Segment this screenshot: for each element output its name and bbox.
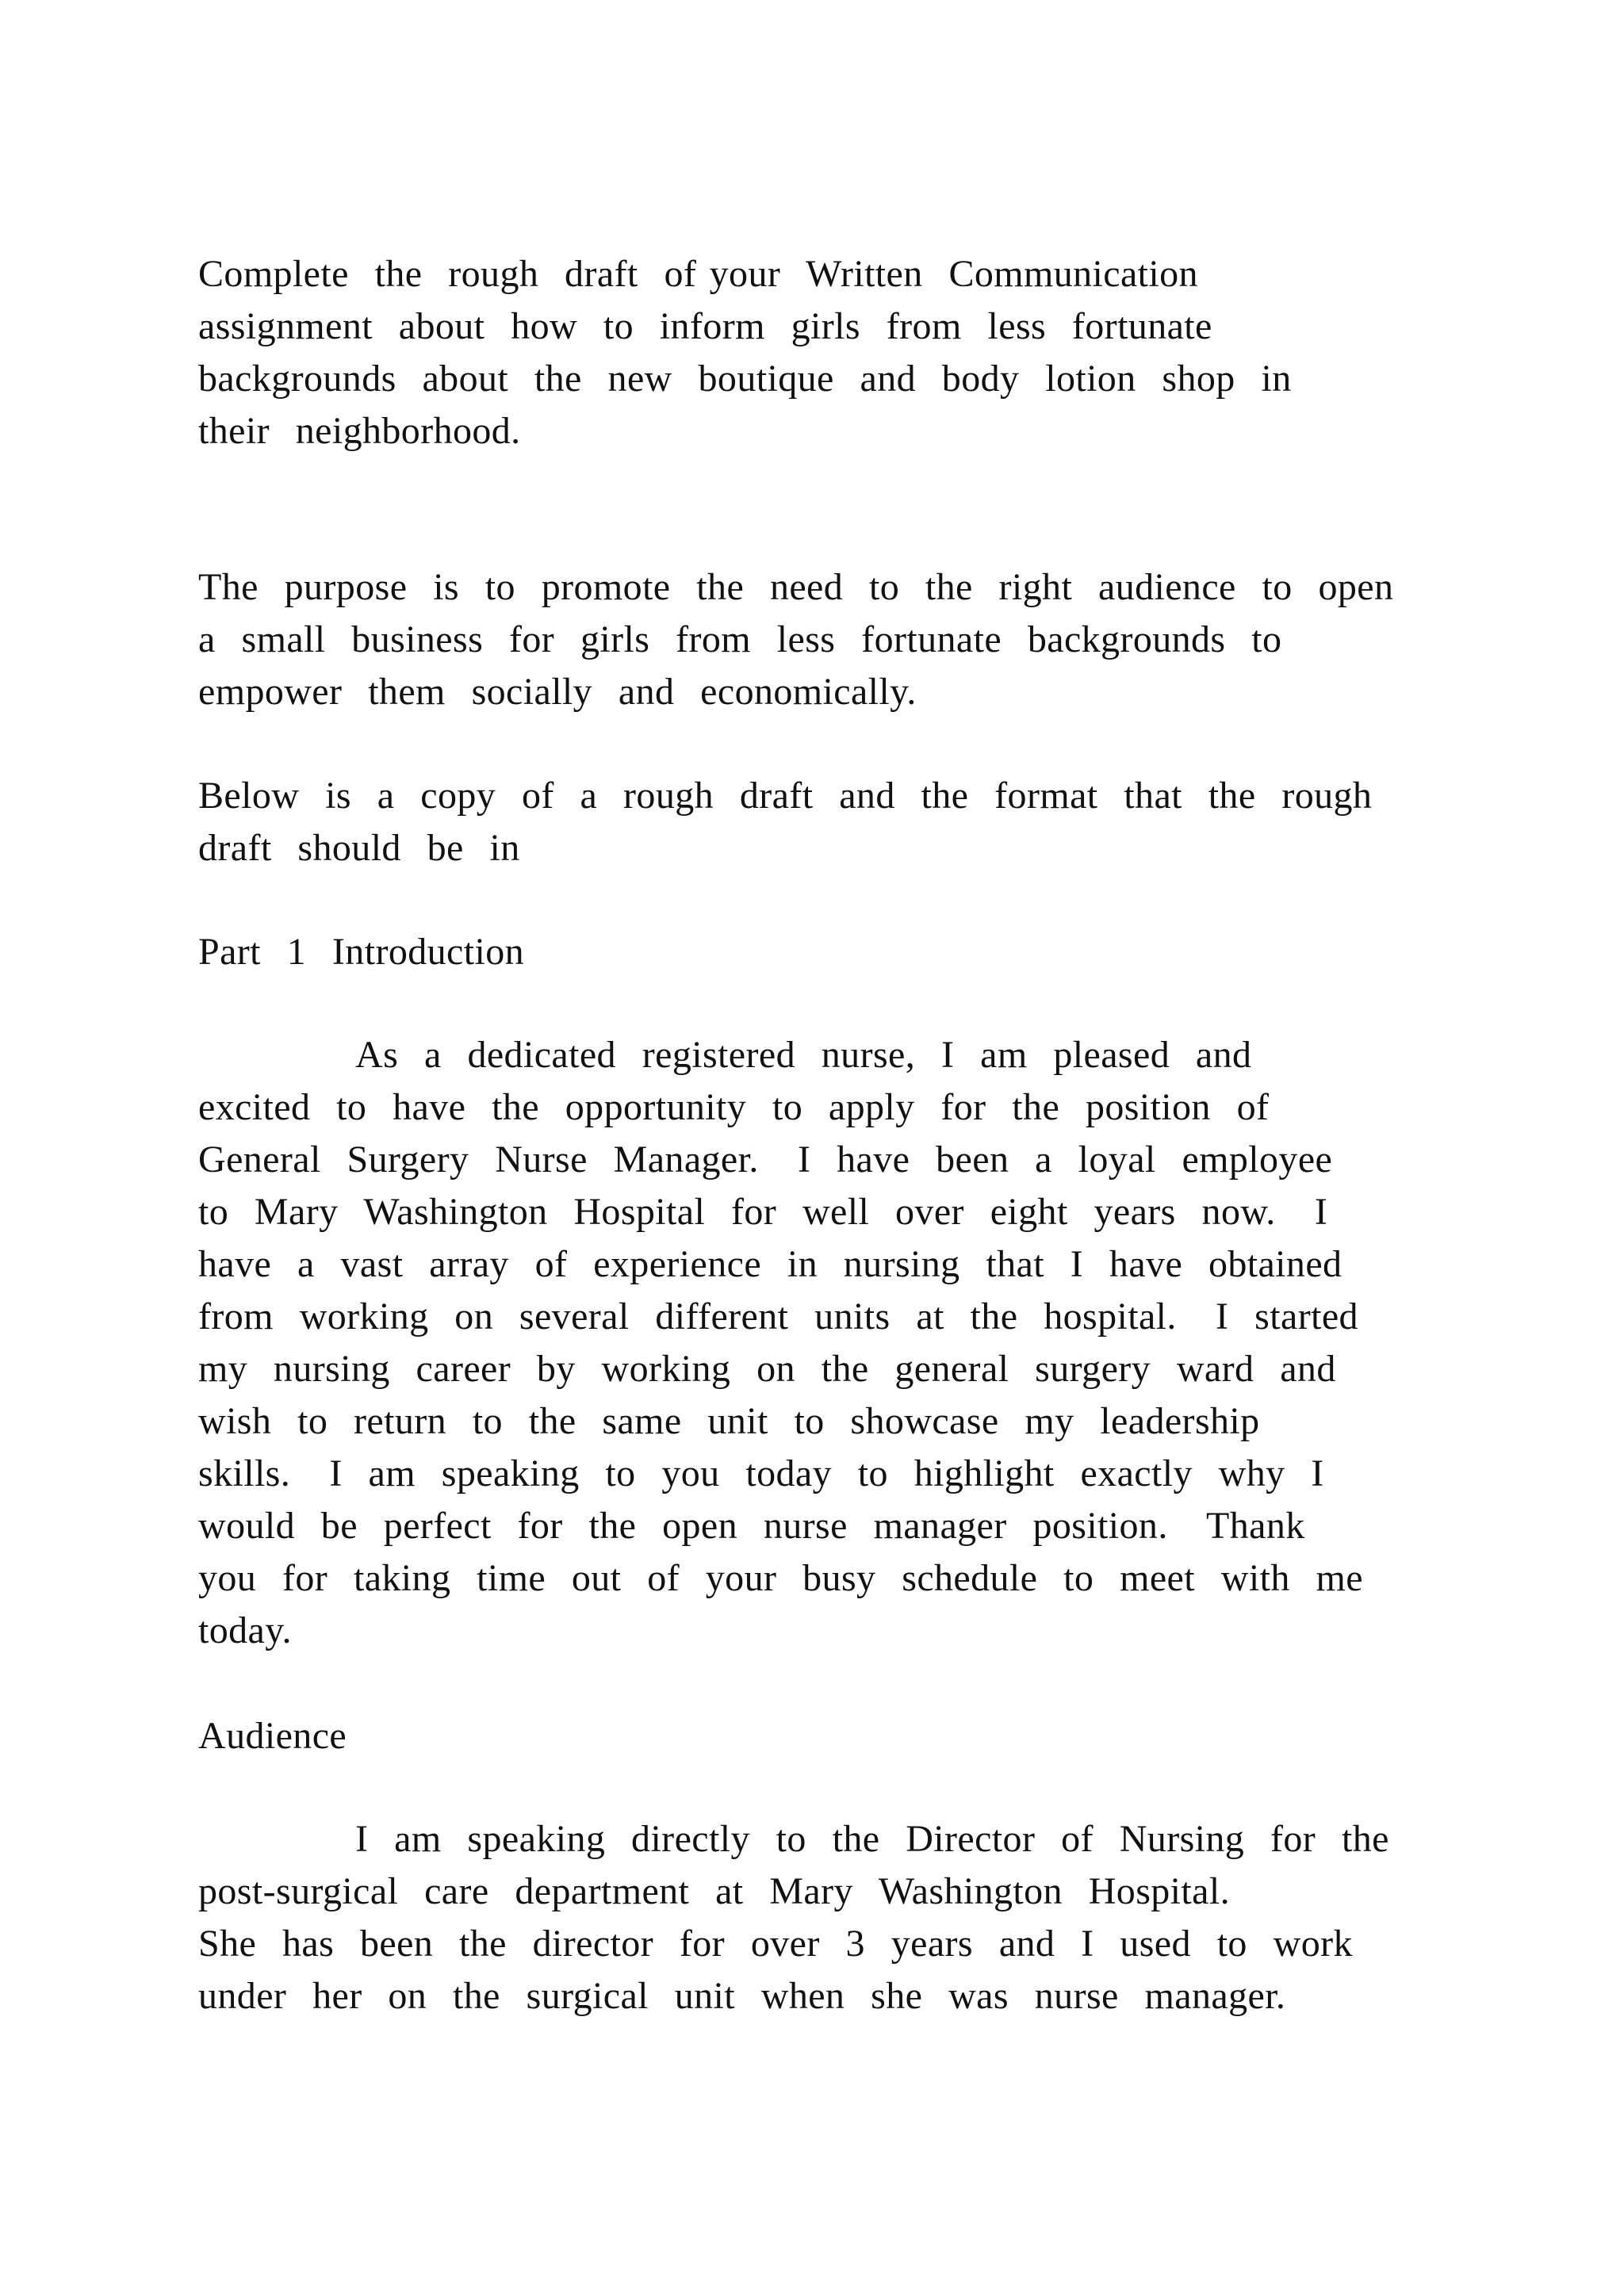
part1-line: you for taking time out of your busy schedule to meet with me [198,1557,1363,1599]
below-line: draft should be in [198,827,520,869]
audience-heading [198,1710,1546,1762]
part1-line: excited to have the opportunity to apply for the position of [198,1086,1270,1128]
intro-line: Complete the rough draft of your Written Communication [198,253,1198,295]
audience-heading-text: Audience [198,1715,347,1757]
part1-line: to Mary Washington Hospital for well over eight years now. I [198,1191,1328,1233]
purpose-paragraph [198,561,1546,718]
purpose-line: a small business for girls from less fortunate backgrounds to [198,618,1282,660]
part1-line: today. [198,1609,292,1651]
part1-line: wish to return to the same unit to showcase my leadership [198,1400,1260,1442]
part1-line: have a vast array of experience in nursing that I have obtained [198,1243,1342,1285]
part1-line: General Surgery Nurse Manager. I have been a loyal employee [198,1138,1333,1181]
part1-line: As a dedicated registered nurse, I am pleased and [355,1034,1252,1076]
below-line: Below is a copy of a rough draft and the format that the rough [198,775,1373,817]
intro-line: their neighborhood. [198,410,521,452]
purpose-line: The purpose is to promote the need to the right audience to open [198,566,1394,608]
part1-heading-text: Part 1 Introduction [198,931,525,973]
part1-line: skills. I am speaking to you today to highlight exactly why I [198,1452,1324,1494]
purpose-line: empower them socially and economically. [198,671,917,713]
intro-line: assignment about how to inform girls from less fortunate [198,305,1212,347]
part1-line: my nursing career by working on the general surgery ward and [198,1348,1336,1390]
intro-line: backgrounds about the new boutique and body lotion shop in [198,358,1292,400]
audience-line: under her on the surgical unit when she was nurse manager. [198,1975,1286,2017]
part1-line: would be perfect for the open nurse manager position. Thank [198,1505,1305,1547]
audience-paragraph [198,1813,1546,2022]
part1-heading [198,926,1546,978]
part1-paragraph [198,1029,1546,1657]
audience-line: post-surgical care department at Mary Washington Hospital. [198,1870,1230,1912]
intro-paragraph [198,248,1546,457]
below-paragraph [198,770,1546,874]
audience-line: I am speaking directly to the Director of Nursing for the [355,1818,1389,1860]
audience-line: She has been the director for over 3 years and I used to work [198,1923,1353,1965]
part1-line: from working on several different units at the hospital. I started [198,1295,1358,1337]
